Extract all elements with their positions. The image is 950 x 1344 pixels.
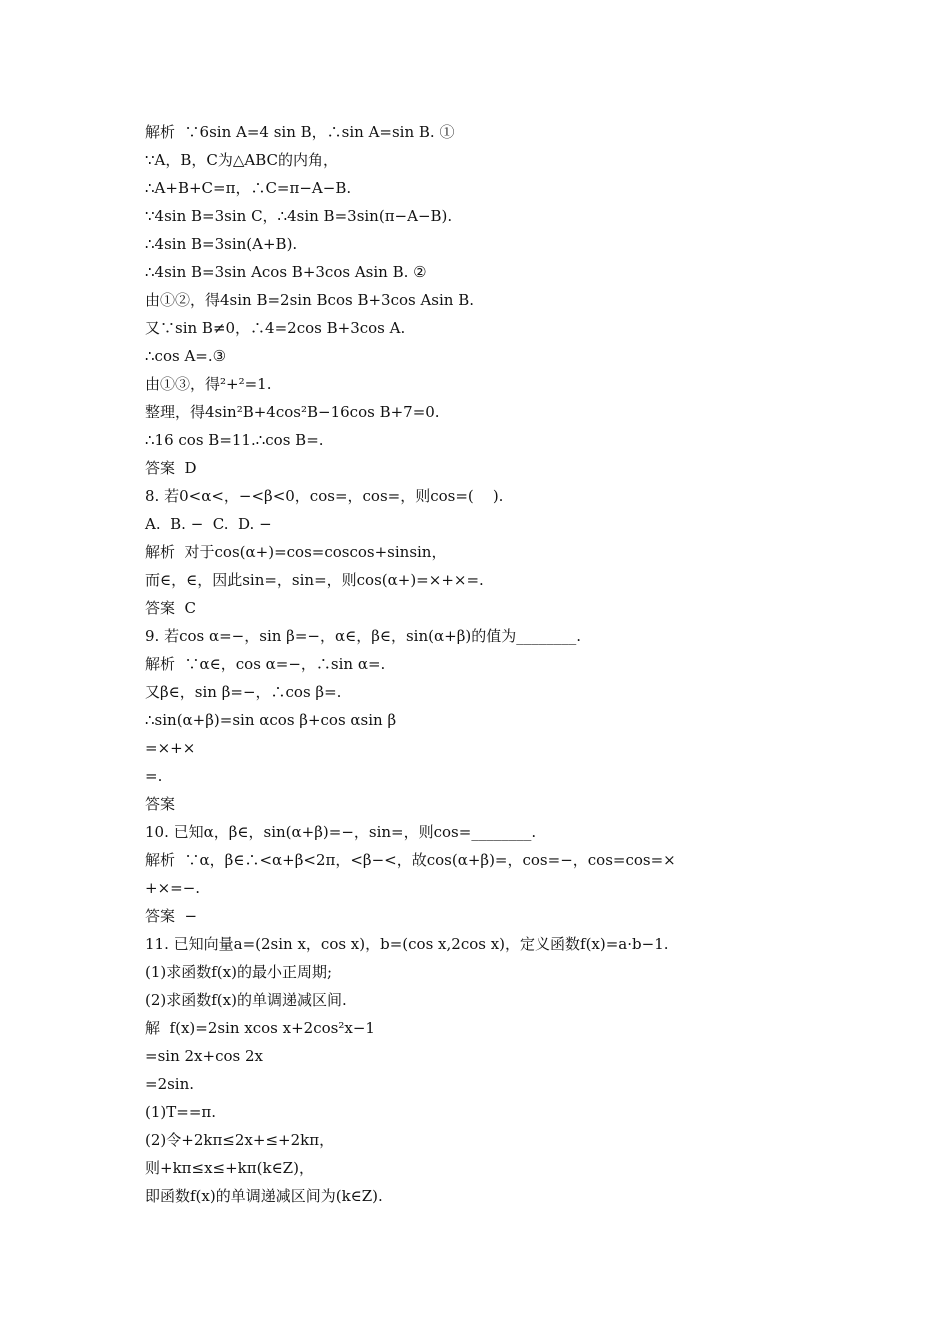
answer-line: 答案 D (145, 459, 197, 477)
text-line: 解析 对于cos(α+)=cos=coscos+sinsin， (145, 543, 447, 561)
text-line: 由①②，得4sin B=2sin Bcos B+3cos Asin B. (145, 291, 475, 309)
text-line: 又∵sin B≠0，∴4=2cos B+3cos A. (145, 319, 406, 337)
text-line: ∴16 cos B=11.∴cos B=. (145, 431, 324, 449)
text-line: 则+kπ≤x≤+kπ(k∈Z)， (145, 1159, 314, 1177)
answer-line: 答案 − (145, 907, 198, 925)
text-line: ∵4sin B=3sin C，∴4sin B=3sin(π−A−B). (145, 207, 453, 225)
text-line: =. (145, 767, 163, 785)
text-line: (1)T==π. (145, 1103, 217, 1121)
text-line: ∵A，B，C为△ABC的内角， (145, 151, 339, 169)
text-line: (2)求函数f(x)的单调递减区间. (145, 991, 347, 1009)
question-line: 9. 若cos α=−，sin β=−，α∈，β∈，sin(α+β)的值为________. (145, 627, 581, 645)
text-line: 解析 ∵α∈，cos α=−，∴sin α=. (145, 655, 386, 673)
options-line: A. B. − C. D. − (145, 515, 272, 533)
answer-line: 答案 C (145, 599, 197, 617)
text-line: ∴4sin B=3sin(A+B). (145, 235, 298, 253)
text-line: 解析 ∵6sin A=4 sin B，∴sin A=sin B. ① (145, 123, 455, 141)
question-line: 8. 若0<α<，−<β<0，cos=，cos=，则cos=( ). (145, 487, 504, 505)
text-line: ∴cos A=.③ (145, 347, 227, 365)
question-line: 10. 已知α，β∈，sin(α+β)=−，sin=，则cos=________. (145, 823, 537, 841)
text-line: 整理，得4sin²B+4cos²B−16cos B+7=0. (145, 403, 440, 421)
text-line: 解析 ∵α，β∈∴<α+β<2π，<β−<，故cos(α+β)=，cos=−，cos=cos=× (145, 851, 676, 869)
text-line: 而∈，∈，因此sin=，sin=，则cos(α+)=×+×=. (145, 571, 484, 589)
text-line: (2)令+2kπ≤2x+≤+2kπ， (145, 1131, 335, 1149)
text-line: =2sin. (145, 1075, 195, 1093)
answer-line: 答案 (145, 795, 176, 813)
text-line: 解 f(x)=2sin xcos x+2cos²x−1 (145, 1019, 375, 1037)
text-line: ∴A+B+C=π，∴C=π−A−B. (145, 179, 352, 197)
text-line: 由①③，得²+²=1. (145, 375, 272, 393)
text-line: 即函数f(x)的单调递减区间为(k∈Z). (145, 1187, 383, 1205)
question-line: 11. 已知向量a=(2sin x，cos x)，b=(cos x,2cos x)，定义函数f(x)=a·b−1. (145, 935, 669, 953)
text-line: (1)求函数f(x)的最小正周期; (145, 963, 333, 981)
text-line: =sin 2x+cos 2x (145, 1047, 263, 1065)
text-line: ∴sin(α+β)=sin αcos β+cos αsin β (145, 711, 397, 729)
text-line: 又β∈，sin β=−，∴cos β=. (145, 683, 342, 701)
text-line: +×=−. (145, 879, 201, 897)
text-line: =×+× (145, 739, 196, 757)
text-line: ∴4sin B=3sin Acos B+3cos Asin B. ② (145, 263, 427, 281)
